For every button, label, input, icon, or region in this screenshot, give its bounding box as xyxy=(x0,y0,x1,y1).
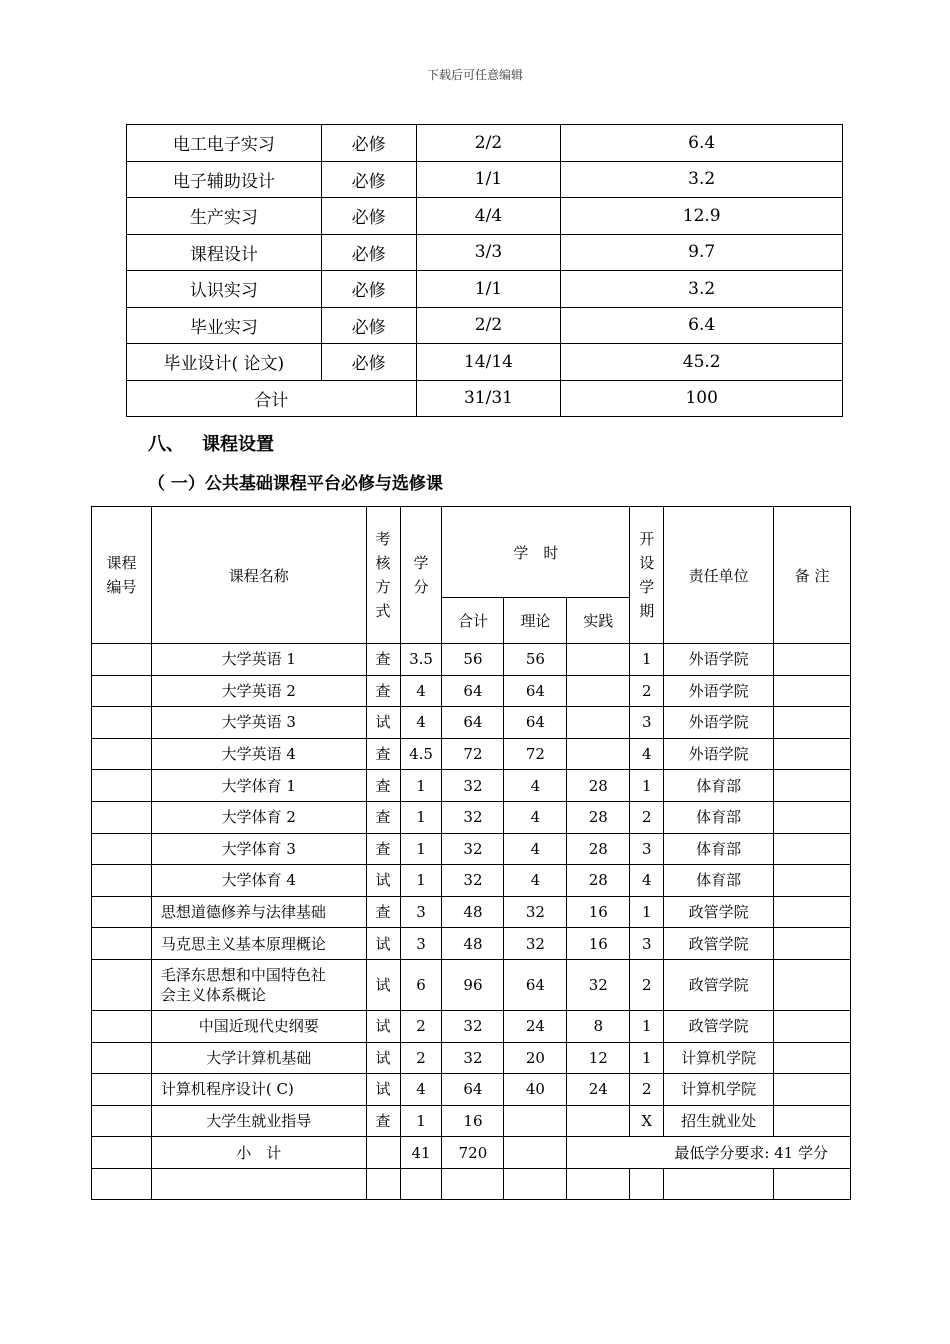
semester: 3 xyxy=(630,833,664,865)
course-code xyxy=(92,896,152,928)
responsible-unit: 体育部 xyxy=(664,833,774,865)
note xyxy=(774,865,851,897)
hours-total: 48 xyxy=(442,896,504,928)
total-percent: 100 xyxy=(561,380,843,417)
exam-method: 查 xyxy=(366,1105,400,1137)
semester: 1 xyxy=(630,644,664,676)
credit: 1 xyxy=(400,1105,442,1137)
exam-method: 查 xyxy=(366,896,400,928)
course-code xyxy=(92,675,152,707)
course-code xyxy=(92,865,152,897)
semester: 3 xyxy=(630,707,664,739)
semester: 4 xyxy=(630,738,664,770)
exam-method: 查 xyxy=(366,770,400,802)
empty-cell xyxy=(400,1168,442,1199)
empty-cell xyxy=(630,1168,664,1199)
semester: 1 xyxy=(630,1010,664,1042)
semester: 3 xyxy=(630,928,664,960)
exam-method: 查 xyxy=(366,738,400,770)
header-semester-char: 开 xyxy=(639,530,655,548)
course-type-name: 生产实习 xyxy=(127,198,322,235)
table-row xyxy=(127,234,843,271)
header-row xyxy=(92,507,851,598)
semester: 4 xyxy=(630,865,664,897)
credit: 3.5 xyxy=(400,644,442,676)
credit: 2 xyxy=(400,1010,442,1042)
total-credits: 31/31 xyxy=(416,380,561,417)
hours-total: 32 xyxy=(442,865,504,897)
hours-total: 64 xyxy=(442,1074,504,1106)
credit: 1 xyxy=(400,801,442,833)
credit-value: 2/2 xyxy=(416,125,561,162)
note xyxy=(774,1105,851,1137)
note xyxy=(774,770,851,802)
course-code xyxy=(92,644,152,676)
course-name: 思想道德修养与法律基础 xyxy=(151,896,366,928)
credit-distribution-table xyxy=(126,124,843,417)
course-name xyxy=(151,959,366,1010)
table-row xyxy=(127,307,843,344)
course-code xyxy=(92,959,152,1010)
hours-theory: 20 xyxy=(504,1042,567,1074)
hours-theory: 32 xyxy=(504,896,567,928)
responsible-unit: 计算机学院 xyxy=(664,1042,774,1074)
table-row xyxy=(92,896,851,928)
table-row xyxy=(92,707,851,739)
table-row xyxy=(92,644,851,676)
course-code xyxy=(92,770,152,802)
course-name-line: 毛泽东思想和中国特色社 xyxy=(160,965,326,984)
credit: 4 xyxy=(400,707,442,739)
empty-cell xyxy=(504,1168,567,1199)
responsible-unit: 外语学院 xyxy=(664,707,774,739)
hours-total: 32 xyxy=(442,770,504,802)
hours-practice: 28 xyxy=(567,833,630,865)
header-exam-char: 方 xyxy=(375,578,391,596)
table-row xyxy=(92,801,851,833)
semester: 2 xyxy=(630,801,664,833)
credit-value: 3/3 xyxy=(416,234,561,271)
course-name: 大学英语 1 xyxy=(151,644,366,676)
exam-method: 查 xyxy=(366,675,400,707)
note xyxy=(774,644,851,676)
note xyxy=(774,738,851,770)
responsible-unit: 政管学院 xyxy=(664,1010,774,1042)
course-code xyxy=(92,928,152,960)
course-required-type: 必修 xyxy=(321,271,416,308)
exam-method: 试 xyxy=(366,1074,400,1106)
credit-value: 14/14 xyxy=(416,344,561,381)
course-table xyxy=(91,506,851,1200)
exam-method: 查 xyxy=(366,801,400,833)
hours-theory: 4 xyxy=(504,833,567,865)
course-code xyxy=(92,1074,152,1106)
section-heading xyxy=(148,430,274,456)
subsection-heading: （ 一）公共基础课程平台必修与选修课 xyxy=(148,474,443,494)
course-name: 中国近现代史纲要 xyxy=(151,1010,366,1042)
course-code xyxy=(92,1042,152,1074)
exam-method: 试 xyxy=(366,707,400,739)
hours-total: 72 xyxy=(442,738,504,770)
note xyxy=(774,1042,851,1074)
subtotal-label: 小 计 xyxy=(151,1137,366,1169)
header-hours-theory: 理论 xyxy=(504,598,567,644)
section-number: 八、 xyxy=(148,434,184,455)
table-row xyxy=(92,1010,851,1042)
total-label: 合计 xyxy=(127,380,417,417)
hours-practice xyxy=(567,1105,630,1137)
note xyxy=(774,959,851,1010)
header-credit-char: 学 xyxy=(413,554,429,572)
table-row xyxy=(92,1105,851,1137)
header-exam xyxy=(366,507,400,644)
header-semester-char: 学 xyxy=(639,578,655,596)
credit: 1 xyxy=(400,865,442,897)
header-hours-total: 合计 xyxy=(442,598,504,644)
hours-theory: 56 xyxy=(504,644,567,676)
credit-value: 1/1 xyxy=(416,161,561,198)
header-note: 下载后可任意编辑 xyxy=(426,68,523,82)
course-name: 大学英语 3 xyxy=(151,707,366,739)
hours-theory: 64 xyxy=(504,959,567,1010)
course-type-name: 毕业设计( 论文) xyxy=(127,344,322,381)
credit-percent: 6.4 xyxy=(561,307,843,344)
hours-theory: 4 xyxy=(504,865,567,897)
credit-percent: 12.9 xyxy=(561,198,843,235)
hours-practice xyxy=(567,644,630,676)
credit: 2 xyxy=(400,1042,442,1074)
responsible-unit: 招生就业处 xyxy=(664,1105,774,1137)
credit-percent: 3.2 xyxy=(561,161,843,198)
empty-cell xyxy=(567,1168,630,1199)
exam-method: 试 xyxy=(366,1042,400,1074)
hours-total: 64 xyxy=(442,707,504,739)
header-hours: 学 时 xyxy=(442,507,630,598)
table-row xyxy=(127,344,843,381)
credit-value: 4/4 xyxy=(416,198,561,235)
hours-practice: 28 xyxy=(567,865,630,897)
table-row xyxy=(127,198,843,235)
course-code xyxy=(92,801,152,833)
credit: 4 xyxy=(400,675,442,707)
exam-method: 查 xyxy=(366,644,400,676)
semester: 1 xyxy=(630,1042,664,1074)
credit-percent: 45.2 xyxy=(561,344,843,381)
empty-cell xyxy=(664,1168,774,1199)
empty-cell xyxy=(774,1168,851,1199)
hours-total: 32 xyxy=(442,833,504,865)
hours-theory: 24 xyxy=(504,1010,567,1042)
empty-cell xyxy=(151,1168,366,1199)
table-row xyxy=(92,770,851,802)
course-code xyxy=(92,1010,152,1042)
table-row xyxy=(92,1074,851,1106)
subtotal-row xyxy=(92,1137,851,1169)
credit: 1 xyxy=(400,770,442,802)
subtotal-exam xyxy=(366,1137,400,1169)
course-name: 大学英语 4 xyxy=(151,738,366,770)
course-name: 大学体育 4 xyxy=(151,865,366,897)
header-code xyxy=(92,507,152,644)
exam-method: 试 xyxy=(366,865,400,897)
course-code xyxy=(92,707,152,739)
course-type-name: 课程设计 xyxy=(127,234,322,271)
course-required-type: 必修 xyxy=(321,344,416,381)
hours-total: 96 xyxy=(442,959,504,1010)
hours-theory: 72 xyxy=(504,738,567,770)
credit-percent: 9.7 xyxy=(561,234,843,271)
course-type-name: 认识实习 xyxy=(127,271,322,308)
subtotal-hours: 720 xyxy=(442,1137,504,1169)
header-semester xyxy=(630,507,664,644)
hours-total: 32 xyxy=(442,801,504,833)
credit: 4.5 xyxy=(400,738,442,770)
course-name: 马克思主义基本原理概论 xyxy=(151,928,366,960)
note xyxy=(774,833,851,865)
hours-practice xyxy=(567,675,630,707)
hours-theory: 40 xyxy=(504,1074,567,1106)
table-row xyxy=(92,865,851,897)
hours-theory: 4 xyxy=(504,770,567,802)
course-code xyxy=(92,738,152,770)
table-row xyxy=(127,125,843,162)
hours-practice: 24 xyxy=(567,1074,630,1106)
semester: X xyxy=(630,1105,664,1137)
responsible-unit: 政管学院 xyxy=(664,959,774,1010)
empty-cell xyxy=(92,1168,152,1199)
course-code xyxy=(92,833,152,865)
responsible-unit: 体育部 xyxy=(664,865,774,897)
header-semester-char: 设 xyxy=(639,554,655,572)
course-name: 大学体育 2 xyxy=(151,801,366,833)
exam-method: 试 xyxy=(366,959,400,1010)
hours-practice xyxy=(567,707,630,739)
header-unit: 责任单位 xyxy=(664,507,774,644)
course-type-name: 电工电子实习 xyxy=(127,125,322,162)
course-name: 大学生就业指导 xyxy=(151,1105,366,1137)
credit: 6 xyxy=(400,959,442,1010)
credit: 3 xyxy=(400,896,442,928)
subtotal-theory xyxy=(504,1137,567,1169)
header-note: 备 注 xyxy=(774,507,851,644)
table-row xyxy=(92,1042,851,1074)
course-code xyxy=(92,1105,152,1137)
hours-practice xyxy=(567,738,630,770)
exam-method: 试 xyxy=(366,928,400,960)
note xyxy=(774,707,851,739)
empty-cell xyxy=(442,1168,504,1199)
hours-practice: 28 xyxy=(567,801,630,833)
course-name: 大学计算机基础 xyxy=(151,1042,366,1074)
course-type-name: 毕业实习 xyxy=(127,307,322,344)
responsible-unit: 外语学院 xyxy=(664,644,774,676)
hours-theory xyxy=(504,1105,567,1137)
hours-theory: 32 xyxy=(504,928,567,960)
credit-percent: 6.4 xyxy=(561,125,843,162)
hours-theory: 4 xyxy=(504,801,567,833)
hours-total: 56 xyxy=(442,644,504,676)
table-row xyxy=(92,738,851,770)
header-name: 课程名称 xyxy=(151,507,366,644)
semester: 2 xyxy=(630,675,664,707)
hours-total: 32 xyxy=(442,1042,504,1074)
credit-value: 1/1 xyxy=(416,271,561,308)
subtotal-code xyxy=(92,1137,152,1169)
responsible-unit: 政管学院 xyxy=(664,928,774,960)
credit: 4 xyxy=(400,1074,442,1106)
exam-method: 查 xyxy=(366,833,400,865)
exam-method: 试 xyxy=(366,1010,400,1042)
table-row xyxy=(92,833,851,865)
hours-total: 32 xyxy=(442,1010,504,1042)
course-type-name: 电子辅助设计 xyxy=(127,161,322,198)
course-name: 大学体育 3 xyxy=(151,833,366,865)
empty-row xyxy=(92,1168,851,1199)
course-required-type: 必修 xyxy=(321,161,416,198)
course-name: 大学英语 2 xyxy=(151,675,366,707)
credit-value: 2/2 xyxy=(416,307,561,344)
hours-total: 64 xyxy=(442,675,504,707)
note xyxy=(774,896,851,928)
header-code-line: 课程 xyxy=(106,554,137,572)
hours-practice: 16 xyxy=(567,928,630,960)
course-required-type: 必修 xyxy=(321,307,416,344)
hours-practice: 28 xyxy=(567,770,630,802)
header-exam-char: 核 xyxy=(375,554,391,572)
course-name-line: 会主义体系概论 xyxy=(160,985,266,1004)
header-hours-practice: 实践 xyxy=(567,598,630,644)
course-required-type: 必修 xyxy=(321,198,416,235)
header-exam-char: 式 xyxy=(375,602,391,620)
total-row xyxy=(127,380,843,417)
hours-practice: 16 xyxy=(567,896,630,928)
responsible-unit: 体育部 xyxy=(664,801,774,833)
note xyxy=(774,1074,851,1106)
note xyxy=(774,801,851,833)
subtotal-credit: 41 xyxy=(400,1137,442,1169)
empty-cell xyxy=(366,1168,400,1199)
hours-theory: 64 xyxy=(504,707,567,739)
header-credit xyxy=(400,507,442,644)
header-semester-char: 期 xyxy=(639,602,655,620)
min-credit-requirement: 最低学分要求: 41 学分 xyxy=(567,1137,851,1169)
responsible-unit: 政管学院 xyxy=(664,896,774,928)
responsible-unit: 外语学院 xyxy=(664,738,774,770)
header-credit-char: 分 xyxy=(413,578,429,596)
course-name: 大学体育 1 xyxy=(151,770,366,802)
header-exam-char: 考 xyxy=(375,530,391,548)
semester: 1 xyxy=(630,896,664,928)
table-row xyxy=(92,928,851,960)
responsible-unit: 计算机学院 xyxy=(664,1074,774,1106)
semester: 2 xyxy=(630,959,664,1010)
credit: 3 xyxy=(400,928,442,960)
hours-total: 16 xyxy=(442,1105,504,1137)
hours-total: 48 xyxy=(442,928,504,960)
credit: 1 xyxy=(400,833,442,865)
hours-practice: 12 xyxy=(567,1042,630,1074)
note xyxy=(774,1010,851,1042)
table-row xyxy=(92,675,851,707)
course-required-type: 必修 xyxy=(321,125,416,162)
responsible-unit: 体育部 xyxy=(664,770,774,802)
table-row xyxy=(127,271,843,308)
semester: 1 xyxy=(630,770,664,802)
table-row xyxy=(127,161,843,198)
responsible-unit: 外语学院 xyxy=(664,675,774,707)
semester: 2 xyxy=(630,1074,664,1106)
table-row xyxy=(92,959,851,1010)
hours-practice: 8 xyxy=(567,1010,630,1042)
hours-theory: 64 xyxy=(504,675,567,707)
credit-percent: 3.2 xyxy=(561,271,843,308)
course-required-type: 必修 xyxy=(321,234,416,271)
header-code-line: 编号 xyxy=(106,578,137,596)
hours-practice: 32 xyxy=(567,959,630,1010)
note xyxy=(774,675,851,707)
section-title: 课程设置 xyxy=(202,434,274,455)
note xyxy=(774,928,851,960)
course-name: 计算机程序设计( C) xyxy=(151,1074,366,1106)
